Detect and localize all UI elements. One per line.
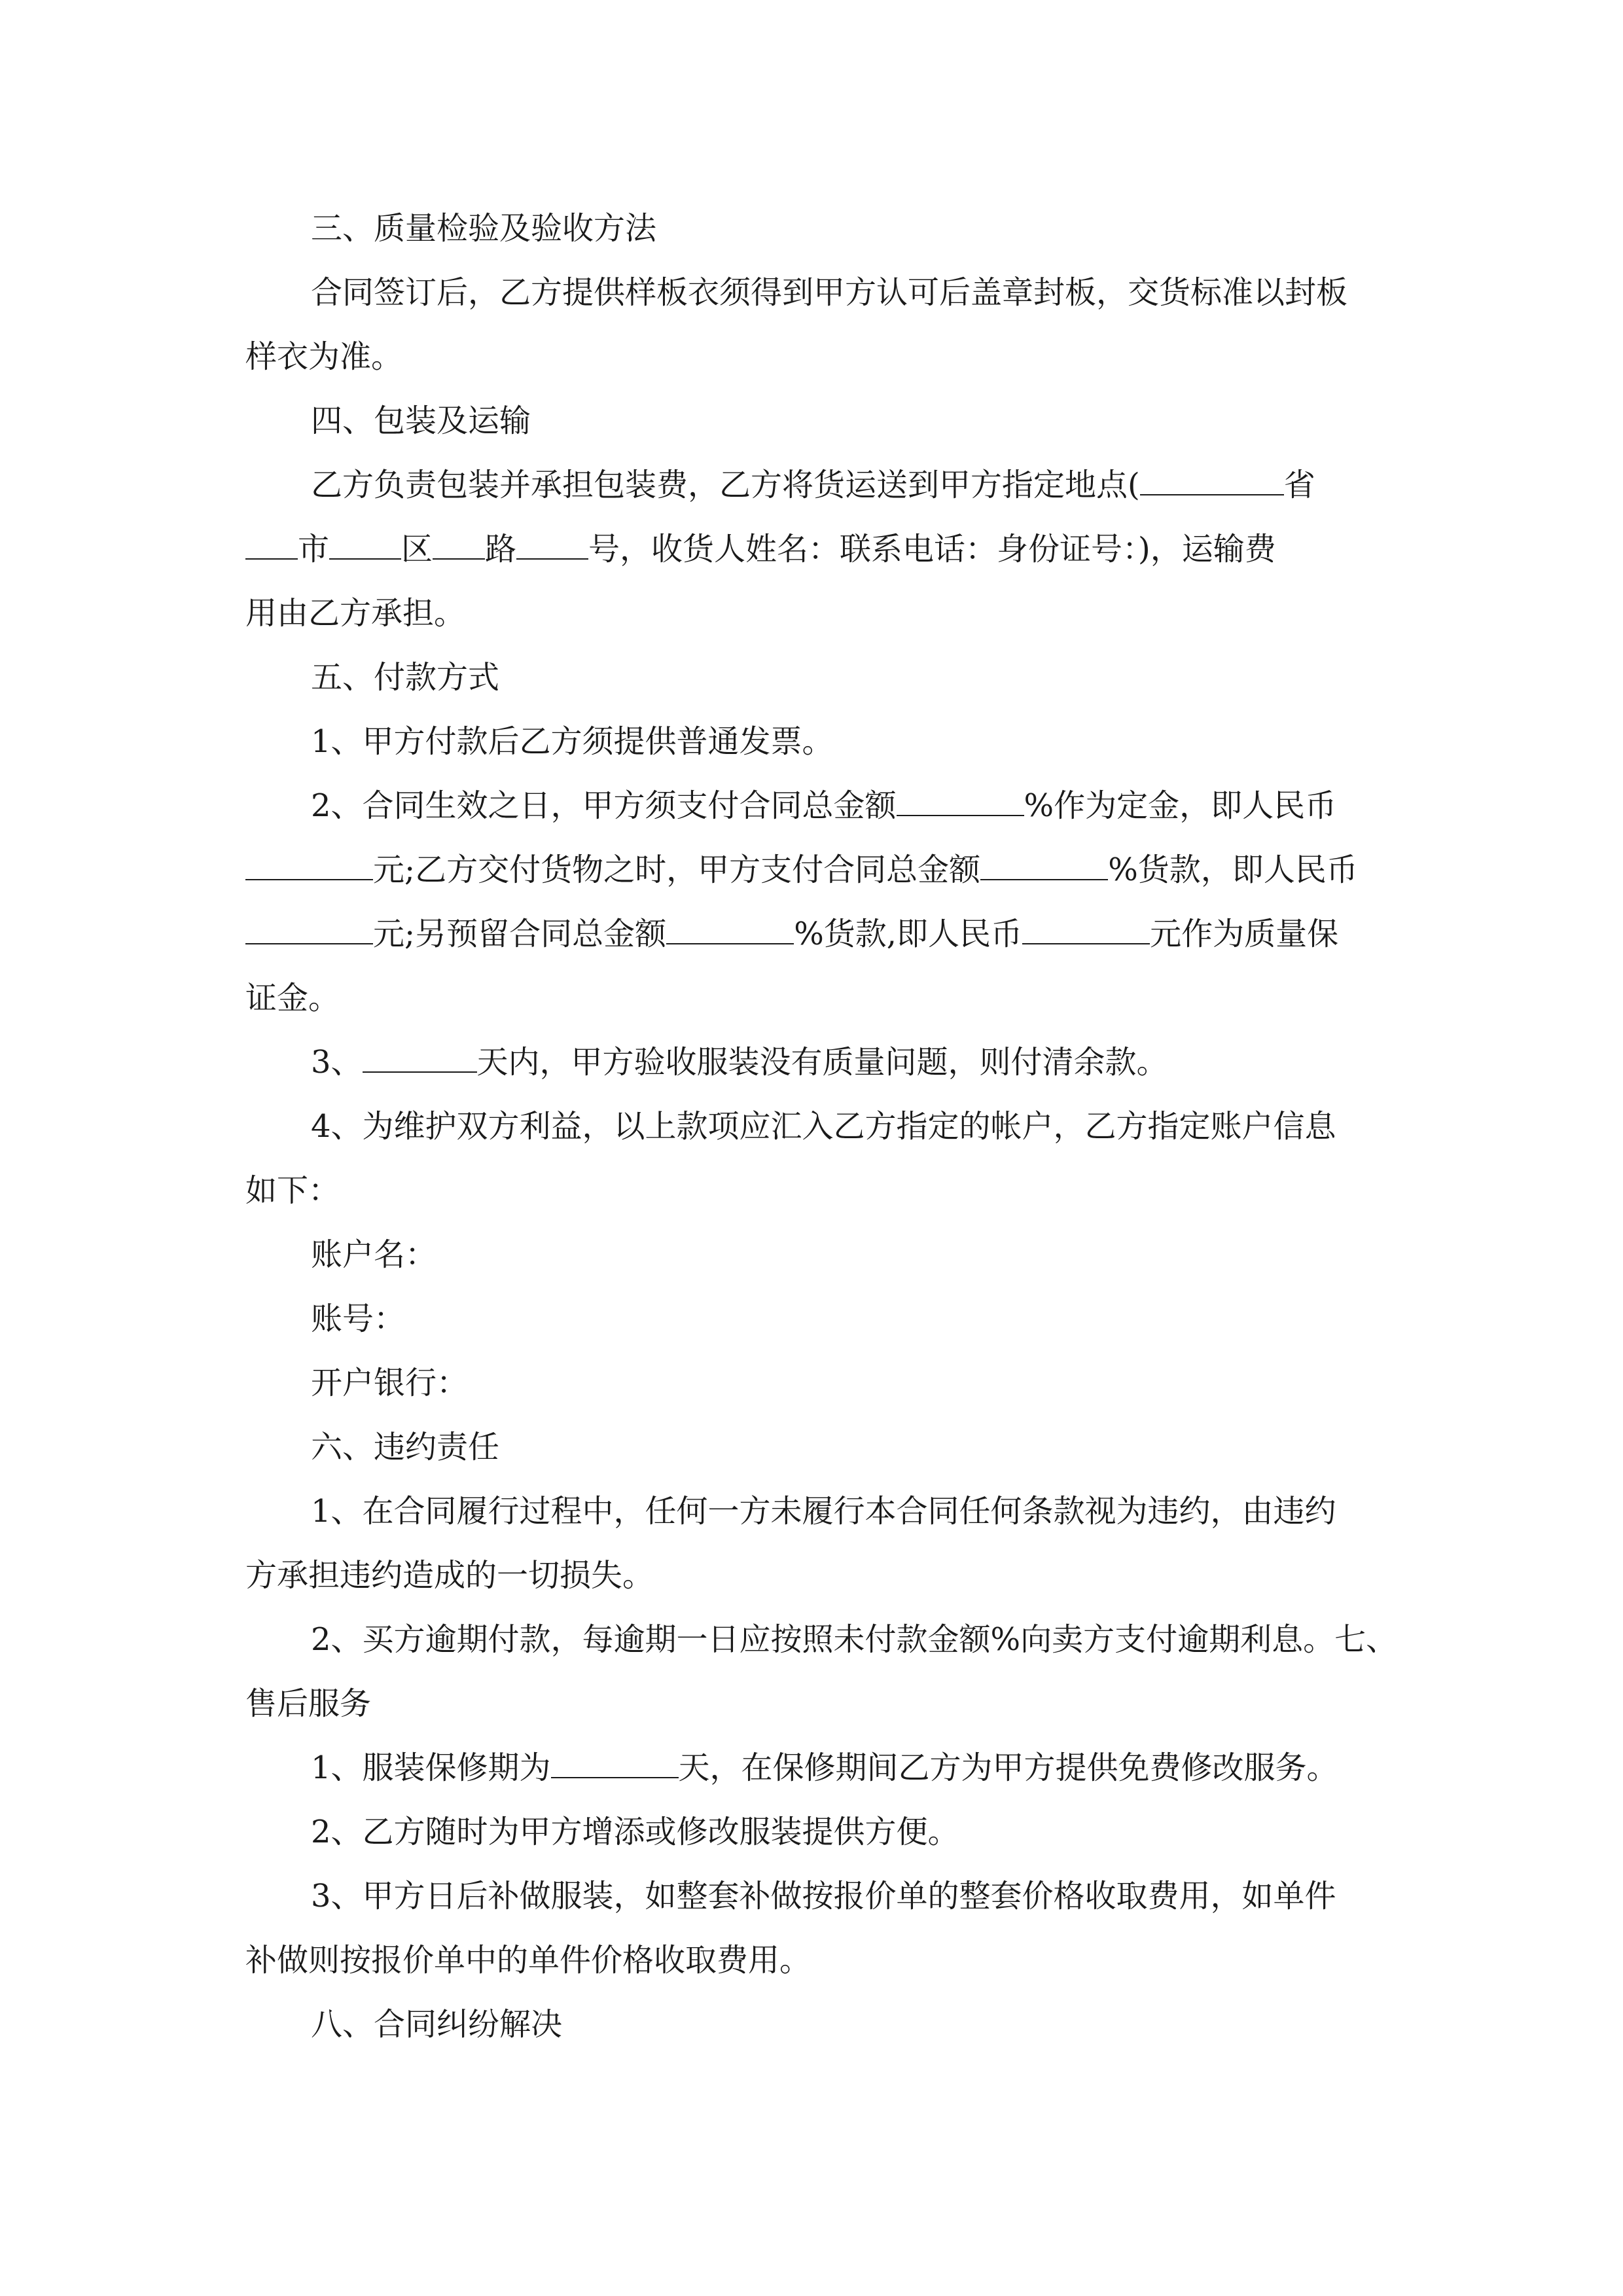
paragraph-text	[311, 774, 1336, 838]
account-name-field	[245, 1223, 1378, 1287]
paragraph-text-part: 元;乙方交付货物之时，甲方支付合同总金额	[373, 852, 981, 888]
section-5-heading-text: 五、付款方式	[311, 659, 500, 696]
paragraph-text-part: %货款,即人民币	[794, 916, 1023, 952]
section-3-heading-text: 三、质量检验及验收方法	[311, 210, 657, 247]
section-8-heading-text: 八、合同纠纷解决	[311, 2006, 563, 2043]
section-6-item-2-line-1	[245, 1607, 1398, 1672]
section-3-paragraph-line-1	[245, 260, 1378, 325]
paragraph-text: 3、甲方日后补做服装，如整套补做按报价单的整套价格收取费用，如单件	[311, 1878, 1336, 1914]
account-bank-label: 开户银行：	[311, 1365, 469, 1401]
fill-blank-deposit-percent[interactable]	[897, 789, 1024, 816]
section-6-heading-text: 六、违约责任	[311, 1429, 500, 1465]
paragraph-text-part: 天内，甲方验收服装没有质量问题，则付清余款。	[476, 1044, 1168, 1081]
paragraph-text-part: 1、服装保修期为	[311, 1749, 551, 1786]
paragraph-text: 用由乙方承担。	[245, 595, 466, 632]
section-7-item-3-line-2	[245, 1928, 1378, 1992]
fill-blank-warranty-days[interactable]	[551, 1751, 679, 1778]
paragraph-text: 2、买方逾期付款，每逾期一日应按照未付款金额%向卖方支付逾期利息。七、	[311, 1621, 1398, 1658]
section-5-item-1	[245, 709, 1378, 774]
paragraph-text-part: 省	[1283, 467, 1315, 503]
section-6-item-1-line-2	[245, 1543, 1378, 1607]
fill-blank-inspection-days[interactable]	[363, 1045, 477, 1073]
section-5-item-2-line-1	[245, 774, 1378, 838]
paragraph-text: 1、甲方付款后乙方须提供普通发票。	[311, 723, 834, 760]
fill-blank-district[interactable]	[329, 532, 401, 560]
fill-blank-retention-percent[interactable]	[666, 917, 794, 944]
paragraph-text-part: 路	[485, 531, 517, 567]
section-7-item-3-line-1	[245, 1864, 1378, 1928]
fill-blank-deposit-amount[interactable]	[245, 853, 373, 880]
section-6-heading	[245, 1415, 1378, 1479]
account-number-field	[245, 1287, 1378, 1351]
paragraph-text: 合同签订后，乙方提供样板衣须得到甲方认可后盖章封板，交货标准以封板	[311, 274, 1348, 311]
section-4-heading	[245, 389, 1378, 453]
section-7-item-1	[245, 1736, 1378, 1800]
paragraph-text-part: 3、	[311, 1044, 363, 1081]
fill-blank-number[interactable]	[516, 532, 588, 560]
paragraph-text-part: 区	[401, 531, 433, 567]
paragraph-text: 2、乙方随时为甲方增添或修改服装提供方便。	[311, 1814, 959, 1850]
account-name-label: 账户名：	[311, 1236, 437, 1273]
account-number-label: 账号：	[311, 1300, 406, 1337]
paragraph-text-part: 乙方负责包装并承担包装费，乙方将货运送到甲方指定地点(	[311, 467, 1140, 503]
document-page	[245, 196, 1398, 2056]
paragraph-text: 1、在合同履行过程中，任何一方未履行本合同任何条款视为违约，由违约	[311, 1493, 1336, 1530]
fill-blank-retention-amount[interactable]	[1022, 917, 1150, 944]
paragraph-text	[245, 517, 1276, 581]
section-5-item-4-line-1	[245, 1094, 1378, 1158]
paragraph-text: 样衣为准。	[245, 338, 403, 375]
paragraph-text: 方承担违约造成的一切损失。	[245, 1557, 654, 1594]
section-5-item-4-line-2	[245, 1158, 1378, 1223]
paragraph-text-part: 市	[298, 531, 330, 567]
section-5-heading	[245, 645, 1378, 709]
section-4-paragraph-line-3	[245, 581, 1378, 645]
paragraph-text: 如下：	[245, 1172, 340, 1209]
paragraph-text: 补做则按报价单中的单件价格收取费用。	[245, 1942, 812, 1979]
account-bank-field	[245, 1351, 1378, 1415]
paragraph-text-part: 元;另预留合同总金额	[373, 916, 667, 952]
section-4-paragraph-line-2	[245, 517, 1378, 581]
paragraph-text-part: 天，在保修期间乙方为甲方提供免费修改服务。	[678, 1749, 1338, 1786]
paragraph-text: 4、为维护双方利益，以上款项应汇入乙方指定的帐户，乙方指定账户信息	[311, 1108, 1336, 1145]
paragraph-text-part: %作为定金，即人民币	[1024, 787, 1337, 824]
section-5-item-2-line-2	[245, 838, 1378, 902]
paragraph-text-part: %货款，即人民币	[1108, 852, 1358, 888]
paragraph-text-part: 元作为质量保	[1150, 916, 1339, 952]
section-5-item-3	[245, 1030, 1378, 1094]
paragraph-text-part: 2、合同生效之日，甲方须支付合同总金额	[311, 787, 897, 824]
section-4-paragraph-line-1	[245, 453, 1378, 517]
paragraph-text	[245, 838, 1358, 902]
paragraph-text	[311, 453, 1315, 517]
section-6-item-1-line-1	[245, 1479, 1378, 1543]
fill-blank-province[interactable]	[1140, 468, 1284, 495]
fill-blank-city[interactable]	[245, 532, 298, 560]
fill-blank-payment-percent[interactable]	[980, 853, 1108, 880]
paragraph-text: 证金。	[245, 980, 340, 1016]
section-7-item-2	[245, 1800, 1378, 1864]
paragraph-text-part: 号，收货人姓名：联系电话：身份证号：)，运输费	[588, 531, 1276, 567]
section-8-heading	[245, 1992, 1378, 2056]
section-4-heading-text: 四、包装及运输	[311, 403, 531, 439]
section-5-item-2-line-3	[245, 902, 1378, 966]
fill-blank-road[interactable]	[433, 532, 485, 560]
paragraph-text: 售后服务	[245, 1685, 372, 1722]
paragraph-text	[245, 902, 1338, 966]
section-3-heading	[245, 196, 1378, 260]
section-6-item-2-line-2	[245, 1672, 1378, 1736]
section-3-paragraph-line-2	[245, 325, 1378, 389]
fill-blank-payment-amount[interactable]	[245, 917, 373, 944]
section-5-item-2-line-4	[245, 966, 1378, 1030]
